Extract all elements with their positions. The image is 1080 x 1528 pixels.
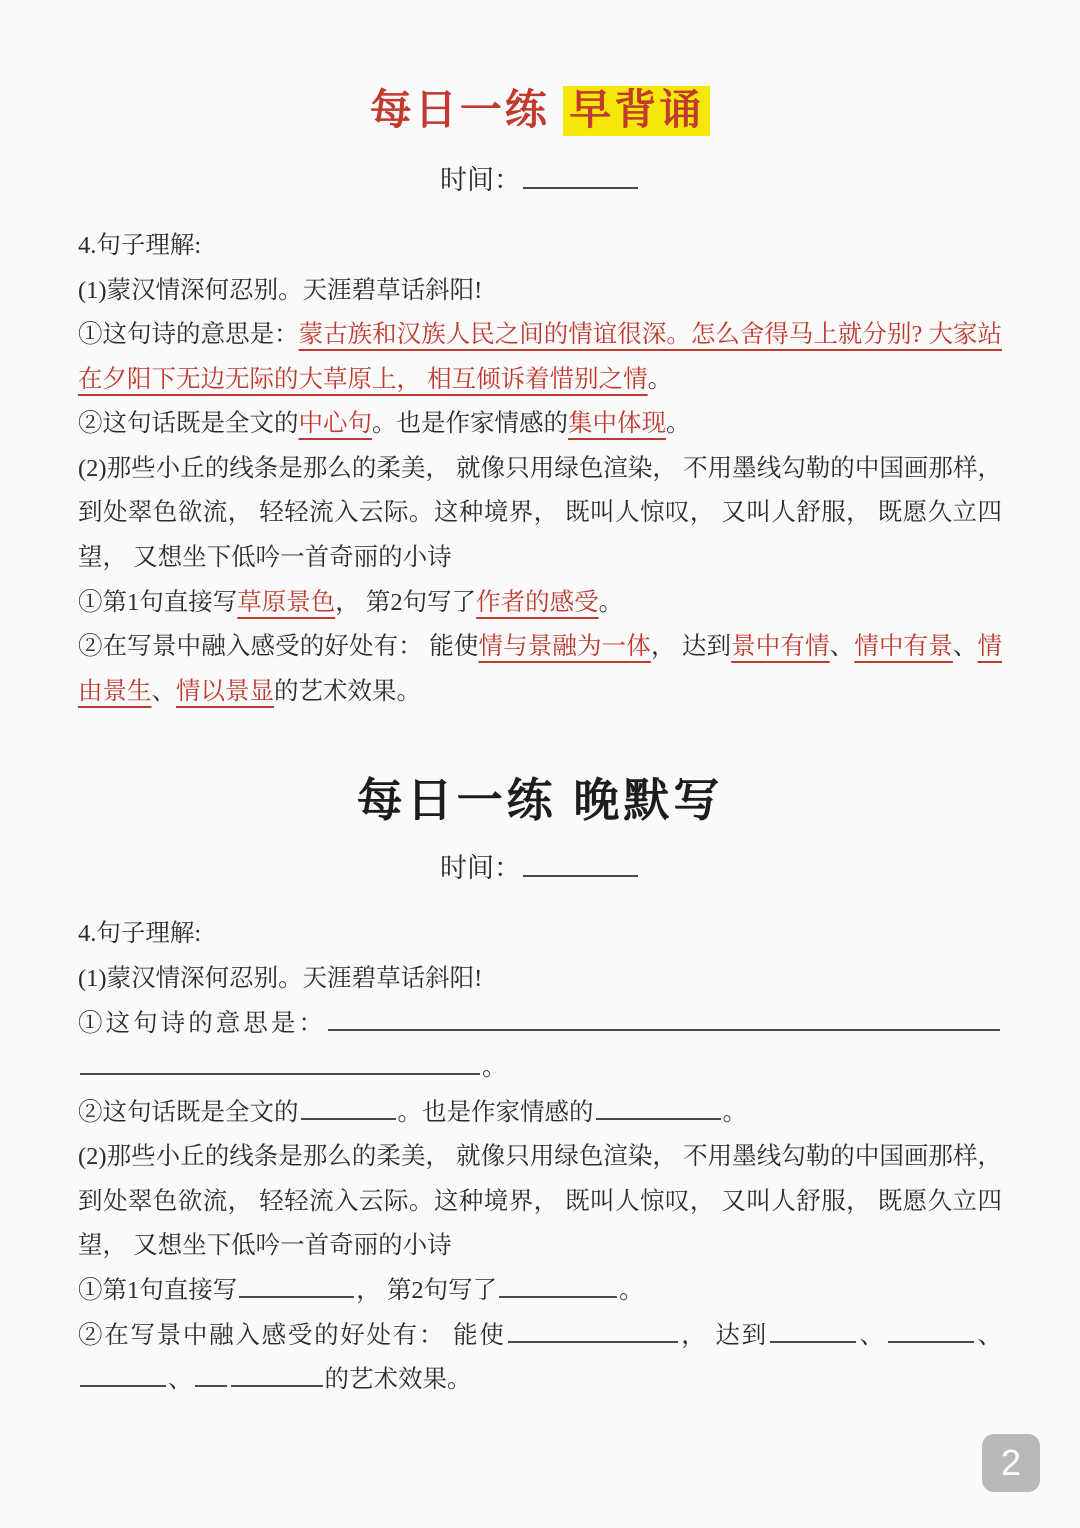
- question-text: ②这句话既是全文的: [78, 410, 299, 438]
- morning-title-text: 每日一练: [369, 88, 550, 134]
- question-text: 。也是作家情感的: [372, 410, 568, 438]
- answer-blank: [239, 1273, 354, 1298]
- question-text: ①第1句直接写: [78, 1276, 238, 1304]
- question-text: 。: [619, 1276, 644, 1304]
- question-text: ， 第2句写了: [335, 588, 477, 616]
- question-text: 时间：: [440, 852, 521, 883]
- paragraph: [78, 1002, 1002, 1091]
- answer-blank: [80, 1050, 480, 1075]
- answer-text: 情与景融为一体: [478, 633, 651, 661]
- question-text: 时间：: [440, 164, 521, 195]
- paragraph: [78, 1269, 1002, 1314]
- question-text: ， 达到: [650, 633, 732, 661]
- paragraph: [78, 447, 1002, 581]
- question-text: 。: [598, 588, 624, 616]
- paragraph: [78, 581, 1002, 626]
- question-text: 、: [975, 1321, 1003, 1349]
- question-text: 4.句子理解:: [78, 920, 202, 948]
- answer-text: 草原景色: [237, 588, 336, 616]
- paragraph: [78, 402, 1002, 447]
- question-text: ①这句诗的意思是：: [78, 1009, 326, 1037]
- paragraph: [78, 1091, 1002, 1136]
- answer-text: 景中有情: [731, 633, 830, 661]
- paragraph: [78, 313, 1002, 402]
- question-text: 。: [722, 1098, 747, 1126]
- answer-text: 中心句: [298, 410, 372, 438]
- question-text: (2)那些小丘的线条是那么的柔美， 就像只用绿色渲染， 不用墨线勾勒的中国画那样， 到处翠色欲流， 轻轻流入云际。这种境界， 既叫人惊叹， 又叫人舒服， 既愿久立四望， 又想坐下低吟一首奇丽的小诗: [78, 1143, 1002, 1260]
- answer-blank: [80, 1362, 166, 1387]
- answer-blank: [231, 1362, 323, 1387]
- page-number-badge: 2: [982, 1434, 1040, 1492]
- paragraph: [78, 1135, 1002, 1269]
- morning-time-line: [78, 160, 1002, 201]
- section-evening-title: 每日一练 晚默写: [356, 774, 724, 827]
- answer-text: 集中体现: [568, 410, 666, 438]
- question-text: 4.句子理解:: [78, 232, 202, 259]
- question-text: 、: [829, 633, 855, 661]
- answer-blank: [523, 849, 638, 877]
- question-text: (2)那些小丘的线条是那么的柔美， 就像只用绿色渲染， 不用墨线勾勒的中国画那样， 到处翠色欲流， 轻轻流入云际。这种境界， 既叫人惊叹， 又叫人舒服， 既愿久立四望， 又想坐下低吟一首奇丽的小诗: [78, 454, 1002, 572]
- answer-blank: [508, 1317, 678, 1342]
- question-text: ②这句话既是全文的: [78, 1098, 299, 1126]
- paragraph: [78, 1314, 1002, 1403]
- question-text: 、: [168, 1366, 193, 1394]
- question-text: 的艺术效果。: [274, 677, 421, 705]
- paragraph: [78, 912, 1002, 957]
- evening-time-line: [78, 848, 1002, 889]
- answer-blank: [195, 1362, 227, 1387]
- question-text: (1)蒙汉情深何忍别。天涯碧草话斜阳!: [78, 276, 483, 304]
- section-morning-title: [78, 85, 1002, 138]
- question-text: ②在写景中融入感受的好处有： 能使: [78, 633, 479, 661]
- answer-blank: [301, 1094, 396, 1119]
- question-text: ， 第2句写了: [356, 1276, 498, 1304]
- answer-text: 情中有景: [854, 633, 953, 661]
- question-text: 、: [857, 1321, 886, 1349]
- answer-blank: [523, 161, 638, 189]
- answer-text: 蒙古族和汉族人民之间的情谊很深。怎么舍得马上就分别? 大家站在夕阳下无边无际的大草原上， 相互倾诉着惜别之情: [78, 321, 1002, 393]
- paragraph: [78, 625, 1002, 714]
- question-text: 、: [151, 677, 176, 705]
- question-text: ， 达到: [679, 1321, 768, 1349]
- answer-blank: [596, 1094, 721, 1119]
- question-text: 。: [482, 1054, 507, 1082]
- question-text: ①第1句直接写: [78, 588, 238, 616]
- morning-title-highlight: 早背诵: [563, 86, 710, 136]
- answer-text: 情由景生: [78, 633, 1003, 705]
- paragraph: [78, 957, 1002, 1002]
- answer-blank: [888, 1317, 974, 1342]
- question-text: (1)蒙汉情深何忍别。天涯碧草话斜阳!: [78, 964, 483, 992]
- question-text: 的艺术效果。: [324, 1366, 472, 1394]
- answer-blank: [770, 1317, 856, 1342]
- question-text: 。: [647, 365, 673, 393]
- answer-text: 情以景显: [176, 677, 274, 705]
- question-text: ②在写景中融入感受的好处有： 能使: [78, 1321, 506, 1349]
- paragraph: [78, 269, 1002, 314]
- question-text: ①这句诗的意思是：: [78, 321, 299, 349]
- paragraph: [78, 224, 1002, 269]
- question-text: 、: [952, 633, 978, 661]
- answer-blank: [499, 1273, 617, 1298]
- question-text: 。也是作家情感的: [397, 1098, 594, 1126]
- question-text: 。: [666, 410, 691, 438]
- answer-blank: [328, 1005, 1000, 1030]
- answer-text: 作者的感受: [476, 588, 599, 616]
